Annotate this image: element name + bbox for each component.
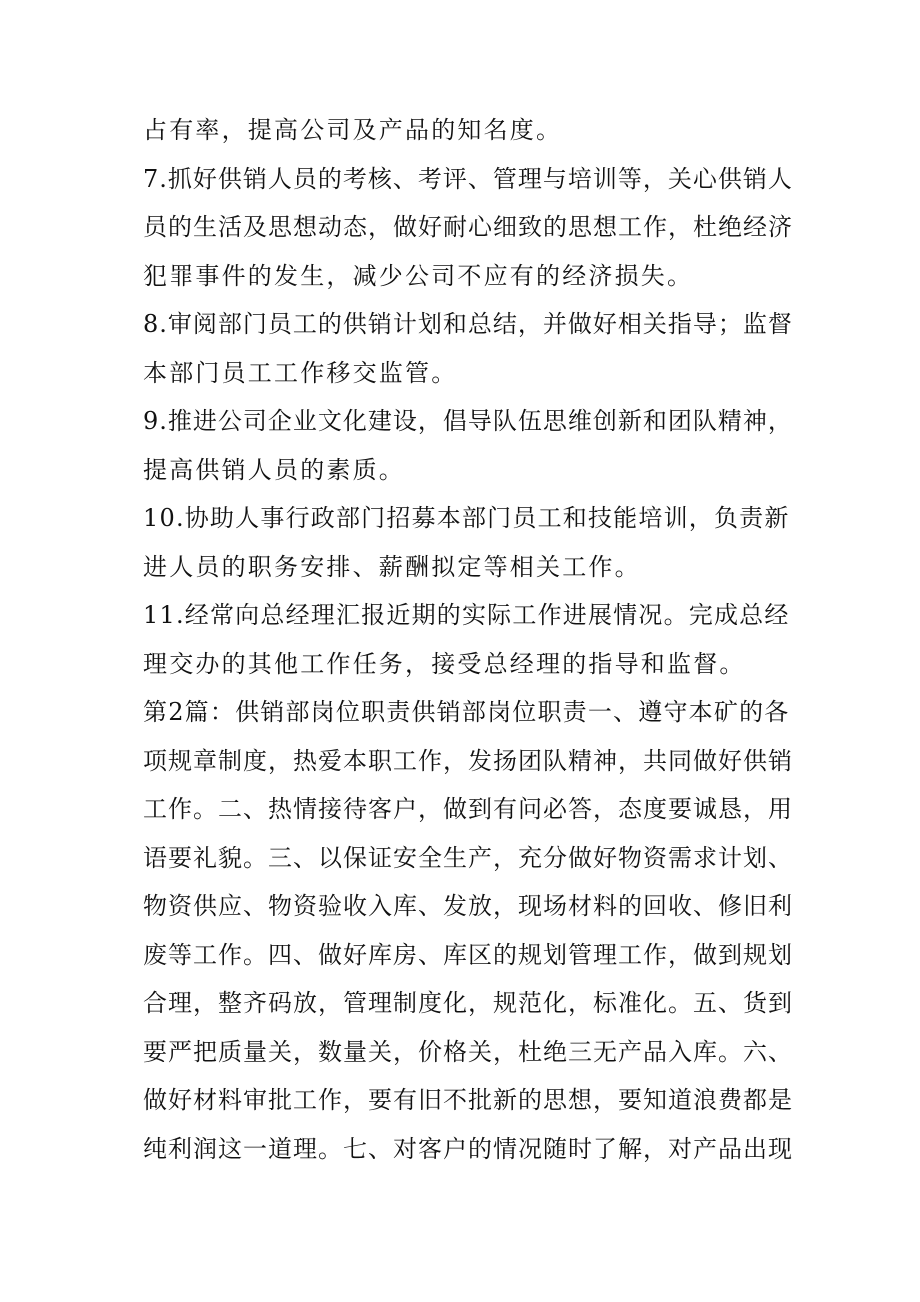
text-line: 合理，整齐码放，管理制度化，规范化，标准化。五、货到 — [143, 989, 793, 1017]
text-line: 物资供应、物资验收入库、发放，现场材料的回收、修旧利 — [143, 892, 793, 920]
text-line: 纯利润这一道理。七、对客户的情况随时了解，对产品出现 — [143, 1134, 793, 1163]
text-line: 犯罪事件的发生，减少公司不应有的经济损失。 — [143, 261, 694, 290]
text-line: 8.审阅部门员工的供销计划和总结，并做好相关指导；监督 — [143, 310, 793, 338]
text-line: 提高供销人员的素质。 — [143, 455, 405, 484]
text-line: 工作。二、热情接待客户，做到有问必答，态度要诚恳，用 — [143, 795, 793, 823]
text-line: 语要礼貌。三、以保证安全生产，充分做好物资需求计划、 — [143, 843, 793, 872]
text-line: 10.协助人事行政部门招募本部门员工和技能培训，负责新 — [143, 504, 790, 532]
text-line: 11.经常向总经理汇报近期的实际工作进展情况。完成总经 — [143, 601, 790, 629]
text-line: 员的生活及思想动态，做好耐心细致的思想工作，杜绝经济 — [143, 213, 793, 241]
text-line: 进人员的职务安排、薪酬拟定等相关工作。 — [143, 552, 641, 581]
text-line: 要严把质量关，数量关，价格关，杜绝三无产品入库。六、 — [143, 1037, 793, 1066]
text-line: 占有率，提高公司及产品的知名度。 — [143, 116, 563, 144]
text-line: 废等工作。四、做好库房、库区的规划管理工作，做到规划 — [143, 940, 793, 969]
text-line: 本部门员工工作移交监管。 — [143, 358, 458, 387]
text-line: 第2篇：供销部岗位职责供销部岗位职责一、遵守本矿的各 — [143, 698, 790, 726]
text-line: 项规章制度，热爱本职工作，发扬团队精神，共同做好供销 — [143, 746, 793, 775]
document-body — [143, 106, 793, 1173]
text-line: 理交办的其他工作任务，接受总经理的指导和监督。 — [143, 649, 746, 678]
text-line: 7.抓好供销人员的考核、考评、管理与培训等，关心供销人 — [143, 164, 793, 193]
text-line: 做好材料审批工作，要有旧不批新的思想，要知道浪费都是 — [143, 1086, 793, 1114]
text-line: 9.推进公司企业文化建设，倡导队伍思维创新和团队精神， — [143, 407, 793, 435]
